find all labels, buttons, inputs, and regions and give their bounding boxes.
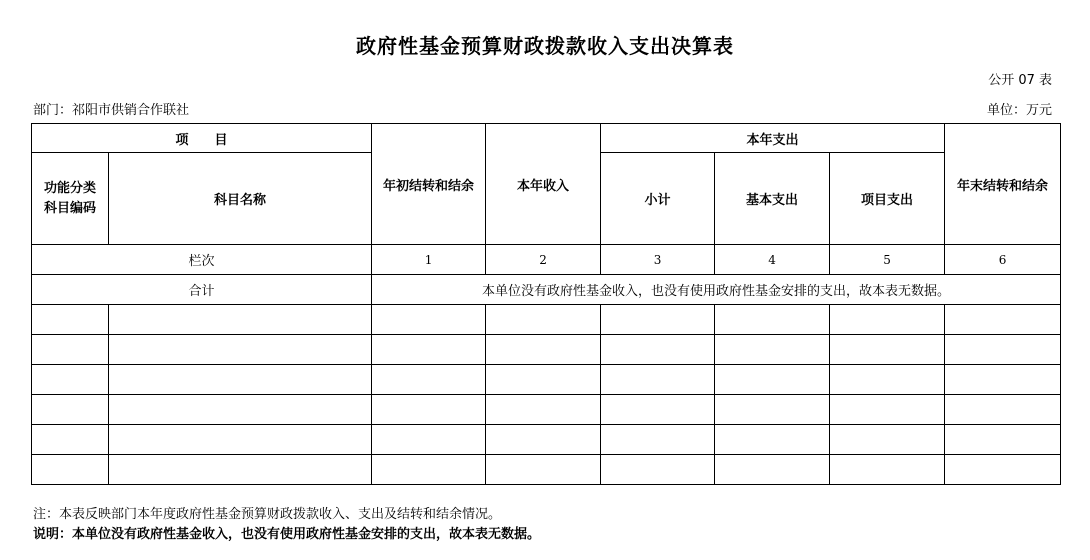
column-number: 6 bbox=[945, 245, 1061, 275]
header-expense-group: 本年支出 bbox=[601, 124, 945, 153]
header-income: 本年收入 bbox=[486, 124, 601, 245]
table-cell bbox=[945, 305, 1061, 335]
column-number: 1 bbox=[372, 245, 486, 275]
table-cell bbox=[830, 455, 945, 485]
department-label: 部门：祁阳市供销合作联社 bbox=[33, 103, 190, 118]
table-cell bbox=[32, 305, 109, 335]
header-closing-balance: 年末结转和结余 bbox=[945, 124, 1061, 245]
column-number: 4 bbox=[715, 245, 830, 275]
explanation: 说明：本单位没有政府性基金收入，也没有使用政府性基金安排的支出，故本表无数据。 bbox=[33, 527, 541, 542]
table-cell bbox=[109, 455, 372, 485]
table-row bbox=[32, 455, 1061, 485]
form-code: 公开 07 表 bbox=[988, 73, 1052, 88]
header-item: 项 目 bbox=[32, 124, 372, 153]
table-cell bbox=[830, 365, 945, 395]
table-cell bbox=[32, 455, 109, 485]
table-cell bbox=[486, 455, 601, 485]
table-cell bbox=[486, 365, 601, 395]
table-cell bbox=[601, 335, 715, 365]
table-cell bbox=[32, 395, 109, 425]
header-basic: 基本支出 bbox=[715, 153, 830, 245]
table-cell bbox=[601, 425, 715, 455]
no-data-message: 本单位没有政府性基金收入，也没有使用政府性基金安排的支出，故本表无数据。 bbox=[372, 275, 1061, 305]
table-cell bbox=[945, 425, 1061, 455]
table-cell bbox=[945, 365, 1061, 395]
table-cell bbox=[715, 365, 830, 395]
table-cell bbox=[601, 305, 715, 335]
table-cell bbox=[715, 455, 830, 485]
table-row bbox=[32, 395, 1061, 425]
table-cell bbox=[109, 395, 372, 425]
table-cell bbox=[372, 335, 486, 365]
table-cell bbox=[372, 365, 486, 395]
table-row bbox=[32, 335, 1061, 365]
table-cell bbox=[715, 395, 830, 425]
table-cell bbox=[601, 395, 715, 425]
column-number: 3 bbox=[601, 245, 715, 275]
unit-label: 单位：万元 bbox=[986, 103, 1052, 118]
table-cell bbox=[715, 305, 830, 335]
table-cell bbox=[830, 425, 945, 455]
table-cell bbox=[486, 305, 601, 335]
table-cell bbox=[830, 335, 945, 365]
table-cell bbox=[486, 425, 601, 455]
header-project: 项目支出 bbox=[830, 153, 945, 245]
column-number-label: 栏次 bbox=[32, 245, 372, 275]
table-cell bbox=[945, 455, 1061, 485]
table-cell bbox=[32, 425, 109, 455]
column-number-row bbox=[32, 245, 1061, 275]
table-cell bbox=[830, 395, 945, 425]
report-title: 政府性基金预算财政拨款收入支出决算表 bbox=[356, 34, 734, 58]
table-cell bbox=[372, 455, 486, 485]
column-number: 2 bbox=[486, 245, 601, 275]
footnote: 注：本表反映部门本年度政府性基金预算财政拨款收入、支出及结转和结余情况。 bbox=[33, 507, 502, 522]
table-cell bbox=[486, 395, 601, 425]
table-cell bbox=[715, 335, 830, 365]
table-cell bbox=[372, 395, 486, 425]
header-row-1 bbox=[32, 124, 1061, 153]
table-cell bbox=[601, 455, 715, 485]
table-cell bbox=[109, 425, 372, 455]
header-subtotal: 小计 bbox=[601, 153, 715, 245]
table-cell bbox=[109, 305, 372, 335]
table-cell bbox=[830, 305, 945, 335]
table-row bbox=[32, 425, 1061, 455]
header-subject-name: 科目名称 bbox=[109, 153, 372, 245]
table-cell bbox=[715, 425, 830, 455]
table-cell bbox=[372, 425, 486, 455]
table-cell bbox=[372, 305, 486, 335]
total-row bbox=[32, 275, 1061, 305]
table-cell bbox=[945, 395, 1061, 425]
table-row bbox=[32, 305, 1061, 335]
table-cell bbox=[601, 365, 715, 395]
table-cell bbox=[32, 365, 109, 395]
header-func-code: 功能分类科目编码 bbox=[32, 153, 109, 245]
budget-table bbox=[31, 123, 1061, 485]
table-cell bbox=[109, 335, 372, 365]
table-row bbox=[32, 365, 1061, 395]
table-cell bbox=[486, 335, 601, 365]
table-cell bbox=[945, 335, 1061, 365]
column-number: 5 bbox=[830, 245, 945, 275]
table-cell bbox=[109, 365, 372, 395]
total-label: 合计 bbox=[32, 275, 372, 305]
table-cell bbox=[32, 335, 109, 365]
header-opening-balance: 年初结转和结余 bbox=[372, 124, 486, 245]
